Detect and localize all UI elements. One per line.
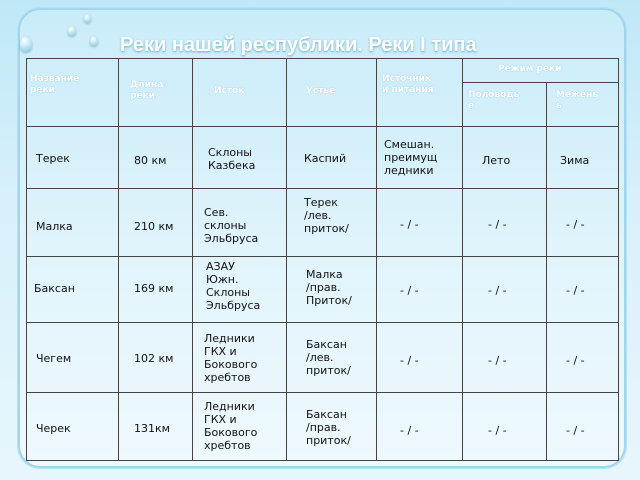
river-source-cell-line: хребтов xyxy=(204,439,251,452)
river-mouth-cell-line: /прав. xyxy=(306,421,341,434)
river-mouth-cell-line: /лев. xyxy=(304,209,332,222)
river-source-cell-line: Склоны xyxy=(206,286,250,299)
river-source-cell-line: ГКХ и xyxy=(204,345,237,358)
river-source-cell-line: Казбека xyxy=(208,159,256,172)
grid-line xyxy=(26,188,618,189)
river-length-cell-line: 131км xyxy=(134,422,170,435)
river-mouth-cell-line: приток/ xyxy=(306,434,351,447)
river-feeding-cell-line: - / - xyxy=(400,218,419,231)
grid-line xyxy=(26,58,618,59)
river-source-cell-line: АЗАУ xyxy=(206,260,235,273)
header-lowwater-line: ь xyxy=(556,101,562,111)
river-source-cell xyxy=(206,260,260,312)
river-lowwater-cell-line: - / - xyxy=(566,218,585,231)
river-lowwater-cell xyxy=(566,218,585,231)
grid-line xyxy=(26,126,618,127)
river-mouth-cell-line: приток/ xyxy=(304,222,349,235)
river-lowwater-cell-line: - / - xyxy=(566,284,585,297)
river-mouth-cell-line: /прав. xyxy=(306,281,341,294)
river-source-cell xyxy=(204,332,257,384)
river-feeding-cell-line: Смешан. xyxy=(384,138,435,151)
river-lowwater-cell-line: Зима xyxy=(560,154,590,167)
header-name xyxy=(30,74,79,96)
river-mouth-cell-line: /лев. xyxy=(306,351,334,364)
river-lowwater-cell-line: - / - xyxy=(566,354,585,367)
river-length-cell-line: 102 км xyxy=(134,352,174,365)
river-lowwater-cell-line: - / - xyxy=(566,424,585,437)
river-flood-cell xyxy=(488,284,507,297)
river-source-cell-line: Эльбруса xyxy=(206,299,261,312)
header-length-line: Длина xyxy=(130,80,164,90)
header-name-line: реки xyxy=(30,85,55,95)
river-flood-cell-line: - / - xyxy=(488,218,507,231)
header-feeding xyxy=(382,74,434,96)
river-mouth-cell xyxy=(306,408,351,447)
river-feeding-cell-line: - / - xyxy=(400,284,419,297)
header-source xyxy=(214,86,244,97)
river-feeding-cell xyxy=(400,218,419,231)
river-name-cell xyxy=(36,152,70,165)
river-length-cell-line: 210 км xyxy=(134,220,174,233)
river-mouth-cell-line: Каспий xyxy=(304,152,347,165)
river-flood-cell-line: - / - xyxy=(488,354,507,367)
grid-line xyxy=(26,460,618,461)
river-name-cell xyxy=(36,422,71,435)
grid-line xyxy=(376,58,377,460)
river-flood-cell xyxy=(482,154,510,167)
river-flood-cell xyxy=(488,424,507,437)
river-length-cell-line: 169 км xyxy=(134,282,174,295)
river-length-cell xyxy=(134,352,173,365)
river-mouth-cell xyxy=(306,268,352,307)
river-source-cell-line: ГКХ и xyxy=(204,413,237,426)
grid-line xyxy=(192,58,193,460)
river-source-cell xyxy=(204,400,257,452)
river-name-cell-line: Черек xyxy=(36,422,71,435)
river-name-cell-line: Терек xyxy=(36,152,70,165)
river-length-cell xyxy=(134,154,166,167)
river-source-cell-line: Ледники xyxy=(204,332,255,345)
header-regime xyxy=(498,64,561,75)
header-regime-line: Режим реки xyxy=(498,64,562,74)
header-feeding-line: Источник xyxy=(382,74,432,84)
grid-line xyxy=(462,82,618,83)
river-mouth-cell-line: Приток/ xyxy=(306,294,352,307)
header-name-line: Название xyxy=(30,74,80,84)
river-source-cell xyxy=(204,206,258,245)
river-flood-cell-line: Лето xyxy=(482,154,511,167)
river-feeding-cell-line: ледники xyxy=(384,164,434,177)
content-panel xyxy=(18,8,626,468)
header-mouth-line: Устье xyxy=(306,86,336,96)
grid-line xyxy=(26,256,618,257)
river-feeding-cell xyxy=(400,354,419,367)
river-feeding-cell-line: - / - xyxy=(400,354,419,367)
river-flood-cell xyxy=(488,354,507,367)
grid-line xyxy=(26,58,27,460)
river-source-cell-line: Южн. xyxy=(206,273,239,286)
river-feeding-cell xyxy=(400,424,419,437)
river-name-cell-line: Чегем xyxy=(36,352,72,365)
grid-line xyxy=(26,322,618,323)
river-flood-cell-line: - / - xyxy=(488,284,507,297)
grid-line xyxy=(118,58,119,460)
page-title: Реки нашей республики. Реки I типа xyxy=(120,34,477,56)
river-feeding-cell-line: преимущ xyxy=(384,151,438,164)
river-flood-cell xyxy=(488,218,507,231)
river-mouth-cell xyxy=(306,338,351,377)
river-mouth-cell xyxy=(304,196,349,235)
river-source-cell-line: Бокового xyxy=(204,358,258,371)
header-flood-line: Половодь xyxy=(468,90,520,100)
river-length-cell xyxy=(134,422,170,435)
water-drop-icon xyxy=(84,14,91,23)
river-source-cell xyxy=(208,146,255,172)
river-lowwater-cell xyxy=(560,154,589,167)
river-length-cell xyxy=(134,282,173,295)
river-source-cell-line: хребтов xyxy=(204,371,251,384)
header-lowwater-line: Межень xyxy=(556,90,599,100)
water-drop-icon xyxy=(68,26,76,36)
river-lowwater-cell xyxy=(566,424,585,437)
river-lowwater-cell xyxy=(566,354,585,367)
river-mouth-cell-line: приток/ xyxy=(306,364,351,377)
river-name-cell xyxy=(34,282,75,295)
river-name-cell xyxy=(36,352,71,365)
grid-line xyxy=(286,58,287,460)
river-lowwater-cell xyxy=(566,284,585,297)
water-drop-icon xyxy=(90,36,98,46)
header-source-line: Исток xyxy=(214,86,245,96)
river-mouth-cell-line: Терек xyxy=(304,196,338,209)
river-flood-cell-line: - / - xyxy=(488,424,507,437)
river-source-cell-line: Бокового xyxy=(204,426,258,439)
river-source-cell-line: склоны xyxy=(204,219,247,232)
river-source-cell-line: Сев. xyxy=(204,206,229,219)
header-flood xyxy=(468,90,519,112)
grid-line xyxy=(546,82,547,460)
header-flood-line: е xyxy=(468,101,475,111)
river-mouth-cell-line: Малка xyxy=(306,268,343,281)
river-length-cell-line: 80 км xyxy=(134,154,167,167)
river-feeding-cell xyxy=(384,138,437,177)
grid-line xyxy=(618,58,619,461)
river-source-cell-line: Ледники xyxy=(204,400,255,413)
river-source-cell-line: Эльбруса xyxy=(204,232,259,245)
header-length xyxy=(130,80,163,102)
river-feeding-cell xyxy=(400,284,419,297)
header-lowwater xyxy=(556,90,598,112)
river-name-cell-line: Малка xyxy=(36,220,73,233)
grid-line xyxy=(26,392,618,393)
river-mouth-cell xyxy=(304,152,346,165)
river-feeding-cell-line: - / - xyxy=(400,424,419,437)
header-length-line: реки xyxy=(130,91,155,101)
river-mouth-cell-line: Баксан xyxy=(306,408,347,421)
water-drop-icon xyxy=(20,36,32,52)
river-name-cell-line: Баксан xyxy=(34,282,75,295)
river-mouth-cell-line: Баксан xyxy=(306,338,347,351)
grid-line xyxy=(462,58,463,460)
river-source-cell-line: Склоны xyxy=(208,146,252,159)
river-length-cell xyxy=(134,220,173,233)
river-name-cell xyxy=(36,220,73,233)
header-mouth xyxy=(306,86,335,97)
header-feeding-line: и питания xyxy=(382,85,434,95)
